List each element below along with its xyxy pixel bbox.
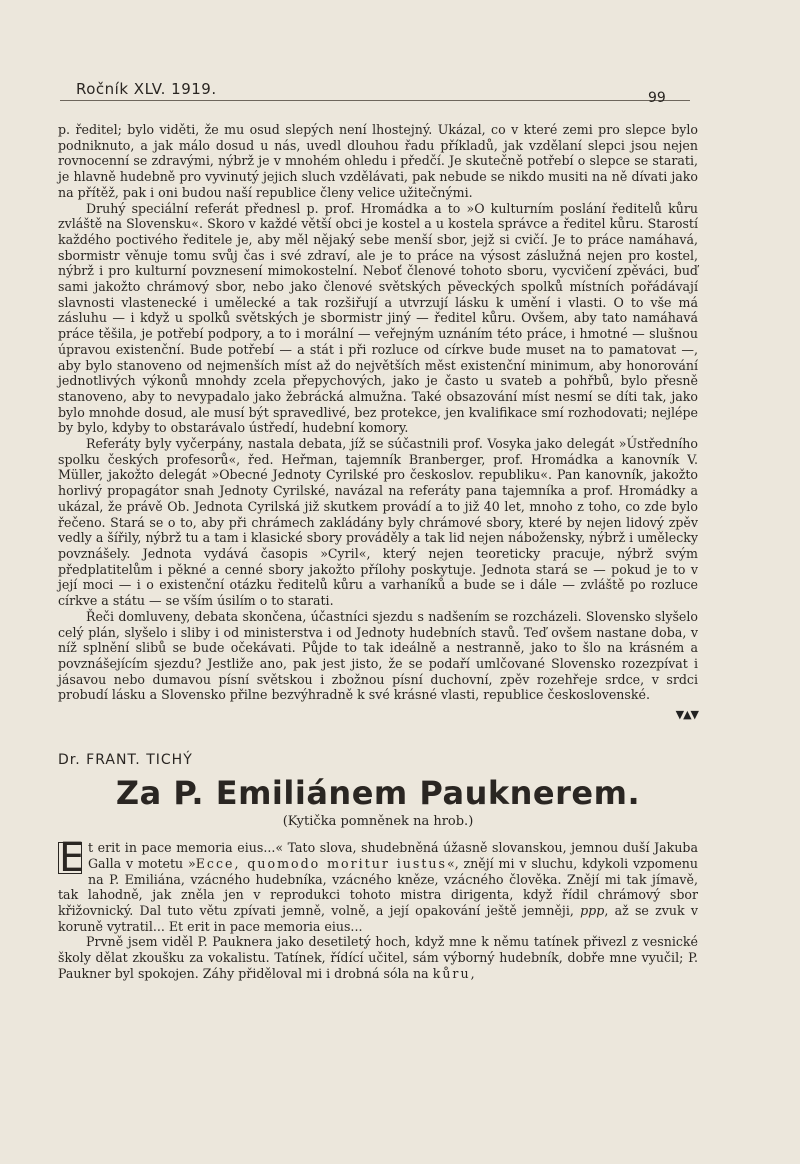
article-paragraph bbox=[58, 934, 698, 981]
article-subtitle: (Kytička pomněnek na hrob.) bbox=[282, 814, 474, 830]
paragraph: p. ředitel; bylo viděti, že mu osud slepých není lhostejný. Ukázal, co v které zemi pro slepce bylo podniknuto, a jak málo dosud u nás, uvedl dlouhou řadu příkladů, jak vzdělaní slepci jsou nejen rovnocenní se zdravými, nýbrž je v mnohém ohledu i předčí. Je skutečně potřebí o slepce se starati, je hlavně hudebně pro vyvinutý jejich sluch vzdělávati, pak nebude se nikdo musiti na ně dívati jako na přítěž, pak i oni budou naší republice členy velice užitečnými. bbox=[58, 122, 698, 200]
paragraph: Řeči domluveny, debata skončena, účastníci sjezdu s nadšením se rozcházeli. Slovensko slyšelo celý plán, slyšelo i sliby i od ministerstva i od Jednoty hudebních stavů. Teď ovšem nastane doba, v níž splnění slibů se bude očekávati. Půjde to tak ideálně a nestranně, jako to šlo na krásném a povznášejícím sjezdu? Jestliže ano, pak jest jisto, že se podaří umlčované Slovensko rozezpívat i jásavou nebo dumavou písní světskou i zbožnou písní duchovní, zpěv rozehřeje srdce, v srdci probudí lásku a Slovensko přilne bezvýhradně k své krásné vlasti, republice československé. bbox=[58, 608, 698, 703]
emphasized-word: kůru bbox=[432, 965, 471, 981]
text-run: , až se zvuk v koruně vytratil... Et erit in pace memoria eius... bbox=[58, 902, 698, 934]
dynamic-marking: ppp bbox=[580, 902, 605, 918]
text-run: t erit in pace memoria eius...« Tato slova, shudebněná úžasně slovanskou, jemnou duší Jakuba Galla v motetu » bbox=[88, 840, 698, 871]
page-body bbox=[58, 122, 698, 981]
text-run: «, znějí mi v sluchu, kdykoli vzpomenu na P. Emiliána, vzácného hudebníka, vzácného kněze, vzácného člověka. Znějí mi tak jímavě, tak lahodně, jak zněla jen v reprodukci tohoto mistra dirigenta, když řídil chrámový sbor křižovnický. Dal tuto větu zpívati jemně, volně, a její opakování ještě jemněji, bbox=[58, 855, 698, 918]
running-head: Ročník XLV. 1919. bbox=[76, 80, 217, 98]
article-paragraph bbox=[58, 835, 698, 934]
paragraph: Referáty byly vyčerpány, nastala debata, jíž se súčastnili prof. Vosyka jako delegát »Ústředního spolku českých profesorů«, řed. Heřman, tajemník Branberger, prof. Hromádka a kanovník V. Müller, jakožto delegát »Obecné Jednoty Cyrilské pro českoslov. republiku«. Pan kanovník, jakožto horlivý propagátor snah Jednoty Cyrilské, navázal na referáty pana tajemníka a prof. Hromádky a ukázal, že právě Ob. Jednota Cyrilská již skutkem provádí a to již 40 let, mnoho z toho, co zde bylo řečeno. Stará se o to, aby při chrámech zakládány byly chrámové sbory, které by nejen lidový zpěv vedly a šířily, nýbrž tu a tam i klasické sbory prováděly a tak lid nejen nábožensky, nýbrž i umělecky povznášely. Jednota vydává časopis »Cyril«, který nejen teoreticky pracuje, nýbrž svým předplatitelům i pěkné a cenné sbory jakožto přílohy poskytuje. Jednota stará se — pokud je to v její moci — i o existenční otázku ředitelů kůru a varhaníků a bude se i dále — zvláště po rozluce církve a státu — se vším úsilím o to starati. bbox=[58, 436, 698, 609]
text-run: , bbox=[470, 965, 475, 981]
article-byline: Dr. FRANT. TICHÝ bbox=[58, 751, 193, 768]
drop-cap: E bbox=[59, 835, 85, 882]
motet-title: Ecce, quomodo moritur iustus bbox=[195, 855, 447, 871]
page-header bbox=[60, 80, 690, 101]
ornament: ▼▲▼ bbox=[675, 708, 698, 722]
page-number: 99 bbox=[648, 90, 666, 106]
paragraph: Druhý speciální referát přednesl p. prof. Hromádka a to »O kulturním poslání ředitelů kůru zvláště na Slovensku«. Skoro v každé větší obci je kostel a u kostela správce a ředitel kůru. Starostí každého poctivého ředitele je, aby měl nějaký sebe menší sbor, jejž si cvičí. Je to práce namáhavá, sbormistr věnuje tomu svůj čas i své zdraví, ale je to práce na výsost záslužná nejen pro kostel, nýbrž i pro kulturní povznesení mimokostelní. Neboť členové tohoto sboru, vycvičení zpěváci, buď sami jakožto chrámový sbor, nebo jako členové světských pěveckých spolků místních pořádávají slavnosti vlastenecké i umělecké a tak rozšiřují a utvrzují lásku k umění i vlasti. O to vše má zásluhu — i když u spolků světských je sbormistr jiný — ředitel kůru. Ovšem, aby tato namáhavá práce těšila, je potřebí podpory, a to i morální — veřejným uznáním této práce, i hmotné — slušnou úpravou existenční. Bude potřebí — a stát i při rozluce od církve bude muset na to pamatovat —, aby bylo stanoveno od nejmenších míst až do největších měst existenční minimum, aby honorování jednotlivých výkonů mnohdy zcela přepychových, jako je často u svateb a pohřbů, bylo přesně stanoveno, aby to nevypadalo jako žebrácká almužna. Také obsazování míst nesmí se díti tak, jako bylo mnohde dosud, ale musí být spravedlivé, bez protekce, jen kvalifikace smí rozhodovati; nejlépe by bylo, kdyby to obstarávalo ústředí, hudební komory. bbox=[58, 200, 698, 436]
article-title: Za P. Emiliánem Pauknerem. bbox=[115, 774, 641, 813]
text-run: Prvně jsem viděl P. Pauknera jako desetiletý hoch, když mne k němu tatínek přivezl z vesnické školy dělat zkoušku za vokalistu. Tatínek, řídící učitel, sám výborný hudebník, dobře mne vyučil; P. Paukner byl spokojen. Záhy přiděloval mi i drobná sóla na bbox=[58, 934, 698, 981]
